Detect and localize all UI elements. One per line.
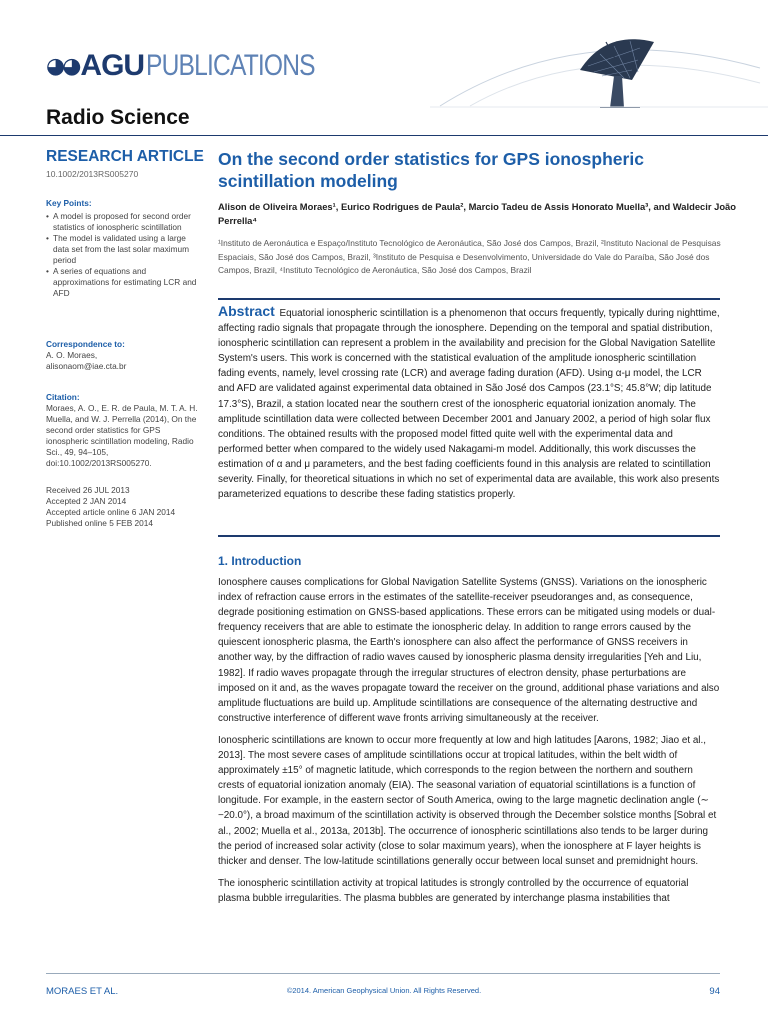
footer-copyright: ©2014. American Geophysical Union. All Rights Reserved. [286,986,482,995]
abstract-divider [218,298,720,300]
paragraph: The ionospheric scintillation activity at tropical latitudes is strongly controlled by the occurrence of equatorial plasma bubble irregularities. The plasma bubbles are generated by interchange plasma instabilities that [218,877,689,904]
abstract-heading: Abstract [218,303,275,319]
correspondence-heading: Correspondence to: [46,339,125,349]
header-divider [0,135,768,136]
introduction-divider [218,535,720,537]
radio-telescope-illustration [430,28,768,108]
citation-heading: Citation: [46,392,80,402]
date-accepted: Accepted 2 JAN 2014 [46,496,127,506]
page-number: 94 [709,986,720,997]
correspondence-email[interactable]: alisonaom@iae.cta.br [46,361,127,371]
abstract-text: Equatorial ionospheric scintillation is a phenomenon that occurs frequently, typically during nighttime, affecting radio signals that propagate through the ionosphere. Depending on the temporal and spatial distribution, ionospheric scintillation can represent a problem in the availability and precision for the Global Navigation Satellite System's users. This work is concerned with the statistical evaluation of the amplitude ionospheric scintillation fading events, namely, level crossing rate (LCR) and average fading duration (AFD). Using α-μ model, the LCR and AFD are validated against experimental data obtained in São José dos Campos (23.1°S; 45.8°W; dip latitude 17.3°S), Brazil, a station located near the southern crest of the ionospheric equatorial ionization anomaly. The amplitude scintillation data were collected between December 2001 and January 2002, a period of high solar flux conditions. The obtained results with the proposed model fitted quite well with the experimental data and performed better when compared to the widely used Nakagami-m model. Additionally, this work discusses the estimation of α and μ parameters, and the best fading coefficients found in this analysis are related to scintillation severity. Finally, for theoretical situations in which no set of experimental data are available, this work also presents parameterized equations to describe these fading statistics properly. [218,308,720,501]
key-point: • The model is validated using a large data set from the last solar maximum period [46,233,204,266]
logo-publications-text: PUBLICATIONS [146,49,315,82]
introduction-body [218,575,720,913]
correspondence-name: A. O. Moraes, [46,350,98,360]
article-type: RESEARCH ARTICLE [46,148,204,165]
key-points-list [46,211,204,299]
key-point: • A model is proposed for second order statistics of ionospheric scintillation [46,211,204,233]
publication-dates [46,485,204,529]
date-accepted-online: Accepted article online 6 JAN 2014 [46,507,176,517]
paragraph: Ionosphere causes complications for Global Navigation Satellite Systems (GNSS). Variations on the ionospheric index of refraction cause errors in the estimates of the satellite-receiver pseudoranges and, as consequence, degrade positioning estimation on GNSS-based applications. These errors can be mitigated using models or dual-frequency receivers that are able to estimate the ionospheric delay. In addition to range errors caused by the quiescent ionospheric plasma, the Earth's ionosphere can also affect the performance of GNSS receivers in another way, by the diffraction of radio waves caused by ionospheric plasma density irregularities [Yeh and Liu, 1982]. If radio waves propagate through the irregular structures of electron density, phase perturbations are imposed on it and, as the waves propagate toward the receiver on the ground, additional phase variations and also amplitude fluctuations are build up. Amplitude scintillations are consequence of the alternating destructive and constructive interference of different wave fronts arriving simultaneously at the receiver. [218,577,720,724]
date-received: Received 26 JUL 2013 [46,485,130,495]
key-point: • A series of equations and approximations for estimating LCR and AFD [46,266,204,299]
abstract [218,304,720,502]
agu-publications-logo [46,48,352,84]
introduction-heading: 1. Introduction [218,554,302,568]
journal-name: Radio Science [46,106,190,129]
paragraph: Ionospheric scintillations are known to occur more frequently at low and high latitudes [Aarons, 1982; Jiao et al., 2013]. The most severe cases of amplitude scintillations occur at tropical latitudes, within the belt width of approximately ±15° of magnetic latitude, which corresponds to the region between the northern and southern crests of equatorial ionization anomaly (EIA). The seasonal variation of equatorial scintillations is a function of longitude. For example, in the eastern sector of South America, owing to the large magnetic declination angle (∼ −20.0°), a broad maximum of the scintillation activity is observed through the December solstice months [Sobral et al., 2002; Muella et al., 2013a, 2013b]. The occurrence of ionospheric scintillations also tends to be larger during the period of increased solar activity (close to solar maximum years), when the ionosphere at F layer heights is thicker and denser. The low-latitude scintillations generally occur between local sunset and premidnight hours. [218,734,717,867]
footer-authors: MORAES ET AL. [46,986,119,997]
agu-globe-icon: ◕◕ [46,53,79,79]
doi[interactable]: 10.1002/2013RS005270 [46,169,139,179]
sidebar [46,148,204,529]
citation-text: Moraes, A. O., E. R. de Paula, M. T. A. H. Muella, and W. J. Perrella (2014), On the second order statistics for GPS ionospheric scintillation modeling, Radio Sci., 49, 94–105, doi:10.1002/2013RS005270. [46,403,198,468]
date-published-online: Published online 5 FEB 2014 [46,518,154,528]
footer-divider [46,973,720,974]
affiliations: ¹Instituto de Aeronáutica e Espaço/Instituto Tecnológico de Aeronáutica, São José dos Campos, Brazil, ²Instituto Nacional de Pesquisas Espaciais, São José dos Campos, Brazil, ³Instituto de Pesquisa e Desenvolvimento, Universidade do Vale do Paraíba, São José dos Campos, Brazil, ⁴Instituto Tecnológico de Aeronáutica, São José dos Campos, Brazil [218,238,721,275]
key-points-heading: Key Points: [46,198,92,208]
logo-agu-text: AGU [80,49,145,82]
article-title: On the second order statistics for GPS ionospheric scintillation modeling [218,149,644,191]
author-list: Alison de Oliveira Moraes¹, Eurico Rodrigues de Paula², Marcio Tadeu de Assis Honorato Muella³, and Waldecir João Perrella⁴ [218,201,736,226]
